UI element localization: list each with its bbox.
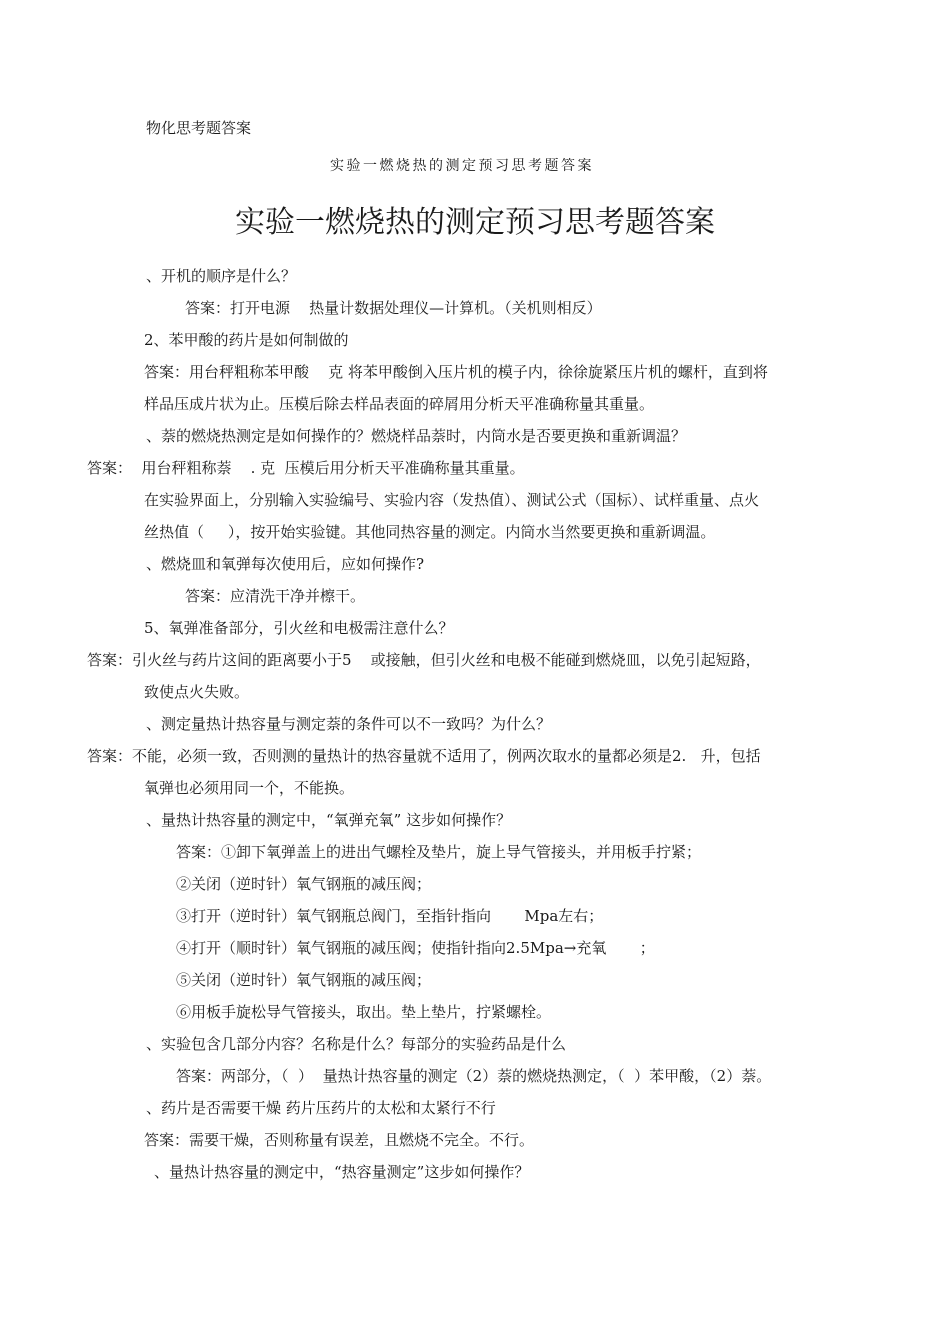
question-6: 、测定量热计热容量与测定萘的条件可以不一致吗？为什么？ (146, 715, 552, 733)
document-title: 实验一燃烧热的测定预习思考题答案 (235, 205, 715, 240)
answer-7-step-4: ④打开（顺时针）氧气钢瓶的减压阀；使指针指向2.5Mpa→充氧 ； (176, 939, 655, 957)
document-header: 物化思考题答案 (146, 119, 252, 137)
answer-2-line-2: 样品压成片状为止。压模后除去样品表面的碎屑用分析天平准确称量其重量。 (144, 395, 655, 413)
question-4: 、燃烧皿和氧弹每次使用后，应如何操作? (146, 555, 425, 573)
document-subtitle: 实验一燃烧热的测定预习思考题答案 (330, 158, 594, 174)
answer-7-step-3: ③打开（逆时针）氧气钢瓶总阀门，至指针指向 Mpa左右； (176, 907, 604, 925)
answer-7-step-1: 答案：①卸下氧弹盖上的进出气螺栓及垫片，旋上导气管接头，并用板手拧紧； (176, 843, 702, 861)
answer-7-step-2: ②关闭（逆时针）氧气钢瓶的减压阀； (176, 875, 432, 893)
answer-6-line-1: 答案：不能，必须一致，否则测的量热计的热容量就不适用了，例两次取水的量都必须是2. 升，包括 (87, 747, 761, 765)
question-10: 、量热计热容量的测定中，“热容量测定”这步如何操作？ (154, 1163, 530, 1181)
answer-4: 答案：应清洗干净并檫干。 (185, 587, 366, 605)
answer-7-step-6: ⑥用板手旋松导气管接头，取出。垫上垫片，拧紧螺栓。 (176, 1003, 552, 1021)
answer-2-line-1: 答案：用台秤粗称苯甲酸 克 将苯甲酸倒入压片机的模子内，徐徐旋紧压片机的螺杆，直到将 (144, 363, 768, 381)
answer-5-line-2: 致使点火失败。 (144, 683, 250, 701)
question-3: 、萘的燃烧热测定是如何操作的？燃烧样品萘时，内筒水是否要更换和重新调温？ (146, 427, 687, 445)
answer-9: 答案：需要干燥，否则称量有误差，且燃烧不完全。不行。 (144, 1131, 535, 1149)
answer-6-line-2: 氧弹也必须用同一个，不能换。 (144, 779, 355, 797)
answer-3-line-2: 在实验界面上，分别输入实验编号、实验内容（发热值）、测试公式（国标）、试样重量、点火 (144, 491, 760, 509)
question-8: 、实验包含几部分内容？名称是什么？每部分的实验药品是什么 (146, 1035, 567, 1053)
answer-1: 答案：打开电源 热量计数据处理仪—计算机。（关机则相反） (185, 299, 602, 317)
answer-8: 答案：两部分，（ ） 量热计热容量的测定（2）萘的燃烧热测定，（ ）苯甲酸，（2）萘。 (176, 1067, 772, 1085)
answer-7-step-5: ⑤关闭（逆时针）氧气钢瓶的减压阀； (176, 971, 432, 989)
answer-3-line-3: 丝热值（ ），按开始实验键。其他同热容量的测定。内筒水当然要更换和重新调温。 (144, 523, 716, 541)
answer-5-line-1: 答案：引火丝与药片这间的距离要小于5 或接触，但引火丝和电极不能碰到燃烧皿，以免引起短路， (87, 651, 761, 669)
question-5: 5、氧弹准备部分，引火丝和电极需注意什么？ (144, 619, 454, 637)
question-2: 2、苯甲酸的药片是如何制做的 (144, 331, 349, 349)
answer-3-line-1: 答案： 用台秤粗称萘 . 克 压模后用分析天平准确称量其重量。 (87, 459, 525, 477)
question-7: 、量热计热容量的测定中，“氧弹充氧” 这步如何操作？ (146, 811, 512, 829)
question-9: 、药片是否需要干燥 药片压药片的太松和太紧行不行 (146, 1099, 496, 1117)
question-1: 、开机的顺序是什么？ (146, 267, 297, 285)
